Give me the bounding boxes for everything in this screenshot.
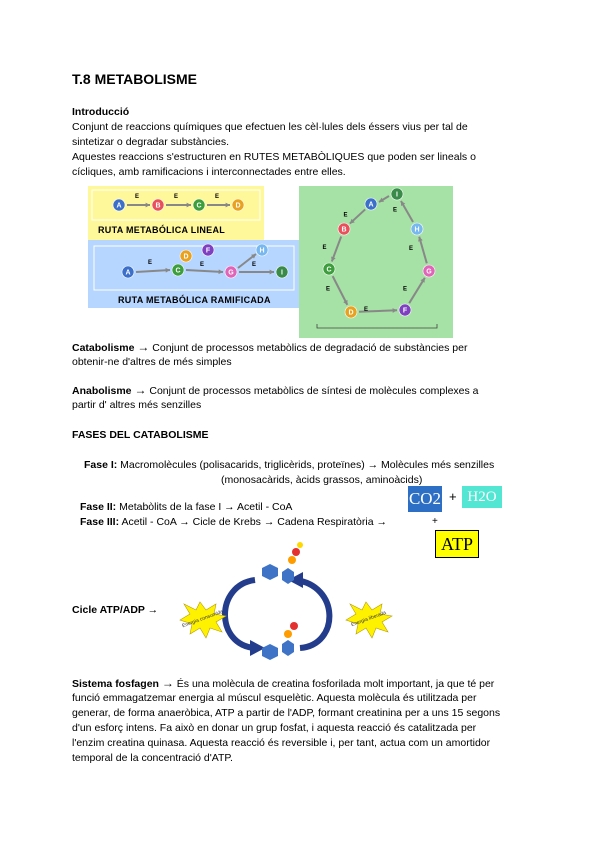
svg-text:D: D xyxy=(348,309,354,317)
anabolisme-term: Anabolisme xyxy=(72,385,132,397)
svg-text:A: A xyxy=(368,201,374,209)
svg-text:C: C xyxy=(175,267,181,275)
node-I xyxy=(391,188,403,200)
intro-line-2: sintetizar o degradar substàncies. xyxy=(72,136,230,148)
intro-line-1: Conjunt de reaccions químiques que efectuen les cèl·lules dels éssers vius per tal de xyxy=(72,121,468,133)
catabolisme-arrow: → xyxy=(137,340,150,354)
enzyme-label: E xyxy=(148,260,153,266)
svg-text:G: G xyxy=(426,268,432,276)
node-C xyxy=(193,199,205,211)
linear-route-panel xyxy=(88,186,264,240)
route-arrowhead xyxy=(270,270,274,275)
fosfagen-line-3: generar, de forma anaeròbica, ATP a partir de l'ADP, formant creatinina per a uns 15 segons xyxy=(72,707,501,719)
route-arrowhead xyxy=(187,203,191,208)
enzyme-label: E xyxy=(364,307,369,313)
svg-text:A: A xyxy=(116,202,122,210)
atp-adp-cycle-diagram xyxy=(170,540,400,680)
node-H xyxy=(256,244,268,256)
catabolisme-line-2: obtenir-ne d'altres de més simples xyxy=(72,356,232,368)
cycle-arrow-left xyxy=(225,580,255,648)
burst-left-text: Energía consumida xyxy=(181,608,224,630)
intro-line-3: Aquestes reaccions s'estructuren en RUTES METABÒLIQUES que poden ser lineals o xyxy=(72,151,476,163)
h2o-box: H2O xyxy=(462,486,502,508)
fosfagen-line-1 xyxy=(72,676,542,692)
fosfagen-line-6: temporal de la concentració d'ATP. xyxy=(72,752,233,764)
burst-right-text: Energía liberada xyxy=(350,609,387,629)
node-A xyxy=(365,198,377,210)
svg-text:C: C xyxy=(326,266,332,274)
energy-released-burst xyxy=(346,602,392,638)
anabolisme-arrow: → xyxy=(134,383,147,397)
anabolisme-line-1 xyxy=(72,383,532,399)
node-A xyxy=(122,266,134,278)
route-arrowhead xyxy=(393,308,397,313)
svg-text:H: H xyxy=(414,226,420,234)
fase-3-text: Acetil - CoA → Cicle de Krebs → Cadena Respiratòria → xyxy=(119,516,387,528)
node-D xyxy=(232,199,244,211)
node-I xyxy=(276,266,288,278)
fase-1-text: Macromolècules (polisacarids, triglicèrids, proteïnes) → Molècules més senzilles xyxy=(117,459,495,471)
fosfagen-text-1: És una molècula de creatina fosforilada molt important, ja que té per xyxy=(173,678,495,690)
enzyme-label: E xyxy=(174,194,179,200)
catabolisme-text-1: Conjunt de processos metabòlics de degradació de substàncies per xyxy=(149,342,468,354)
node-G xyxy=(225,266,237,278)
node-H xyxy=(411,223,423,235)
fase-1-line xyxy=(84,458,544,473)
node-F xyxy=(202,244,214,256)
svg-text:I: I xyxy=(396,191,398,199)
route-arrowhead xyxy=(165,268,170,273)
svg-text:G: G xyxy=(228,269,234,277)
route-arrow xyxy=(136,270,170,272)
page-title: T.8 METABOLISME xyxy=(72,71,197,87)
node-A xyxy=(113,199,125,211)
cycle-arrow-right xyxy=(295,580,329,648)
atp-box: ATP xyxy=(435,530,479,558)
co2-box: CO2 xyxy=(408,486,442,512)
enzyme-label: E xyxy=(200,262,205,268)
fosfagen-line-4: d'un esforç intens. Fa això en donar un grup fosfat, i aquesta reacció és catalitzada per xyxy=(72,722,477,734)
branched-route-panel xyxy=(88,240,300,308)
svg-text:F: F xyxy=(402,307,408,315)
intro-line-4: cícliques, amb ramificacions i interconnectades entre elles. xyxy=(72,166,346,178)
fosfagen-term: Sistema fosfagen xyxy=(72,678,159,690)
fosfagen-arrow: → xyxy=(161,676,174,690)
fosfagen-line-5: l'enzim creatina quinasa. Aquesta reacció és reversible i, per tant, actua com un amortidor xyxy=(72,737,491,749)
route-arrow xyxy=(333,276,348,305)
svg-text:A: A xyxy=(125,269,131,277)
anabolisme-text-1: Conjunt de processos metabòlics de síntesi de molècules complexes a xyxy=(146,385,479,397)
plus-sign-2: + xyxy=(432,516,438,527)
svg-text:H: H xyxy=(259,247,265,255)
svg-text:B: B xyxy=(155,202,161,210)
linear-route-label: RUTA METABÓLICA LINEAL xyxy=(98,225,226,235)
plus-sign-1: + xyxy=(449,489,457,504)
node-C xyxy=(172,264,184,276)
adp-molecule-bottom xyxy=(262,622,298,660)
route-arrow xyxy=(186,270,223,272)
catabolisme-line-1 xyxy=(72,340,532,356)
fosfagen-line-2: funció emmagatzemar energia al múscul esquelètic. Aquesta molècula és utilitzada per xyxy=(72,692,477,704)
svg-text:B: B xyxy=(341,226,347,234)
intro-heading: Introducció xyxy=(72,106,130,118)
svg-text:D: D xyxy=(183,253,189,261)
node-F xyxy=(399,304,411,316)
svg-text:F: F xyxy=(205,247,211,255)
catabolisme-term: Catabolisme xyxy=(72,342,135,354)
enzyme-label: E xyxy=(409,246,414,252)
enzyme-label: E xyxy=(322,245,327,251)
node-G xyxy=(423,265,435,277)
enzyme-label: E xyxy=(343,212,348,219)
enzyme-label: E xyxy=(252,262,257,268)
fase-1-text-2: (monosacàrids, àcids grassos, aminoàcids) xyxy=(221,474,423,486)
fase-3-line xyxy=(80,515,420,530)
svg-text:I: I xyxy=(281,269,283,277)
fase-1-label: Fase I: xyxy=(84,459,118,471)
route-arrow xyxy=(409,278,425,303)
energy-consumed-burst xyxy=(180,602,226,638)
enzyme-label: E xyxy=(135,194,140,200)
fase-2-label: Fase II: xyxy=(80,501,117,513)
node-D xyxy=(180,250,192,262)
node-B xyxy=(338,223,350,235)
route-arrowhead xyxy=(226,203,230,208)
fase-2-text: Metabòlits de la fase I → Acetil - CoA xyxy=(116,501,293,513)
anabolisme-line-2: partir d' altres més senzilles xyxy=(72,399,202,411)
cicle-label: Cicle ATP/ADP → xyxy=(72,604,159,616)
enzyme-label: E xyxy=(393,207,398,214)
fase-2-line xyxy=(80,500,380,515)
node-D xyxy=(345,306,357,318)
cyclic-route-panel xyxy=(299,186,453,338)
enzyme-label: E xyxy=(403,286,408,293)
route-arrowhead xyxy=(146,203,150,208)
fase-3-label: Fase III: xyxy=(80,516,120,528)
node-C xyxy=(323,263,335,275)
route-arrowhead xyxy=(218,269,223,274)
node-B xyxy=(152,199,164,211)
svg-text:C: C xyxy=(196,202,202,210)
cyclic-route-diagram xyxy=(299,186,453,338)
enzyme-label: E xyxy=(326,286,331,293)
branched-route-label: RUTA METABÓLICA RAMIFICADA xyxy=(118,295,271,305)
enzyme-label: E xyxy=(215,194,220,200)
fases-heading: FASES DEL CATABOLISME xyxy=(72,429,209,441)
svg-text:D: D xyxy=(235,202,241,210)
